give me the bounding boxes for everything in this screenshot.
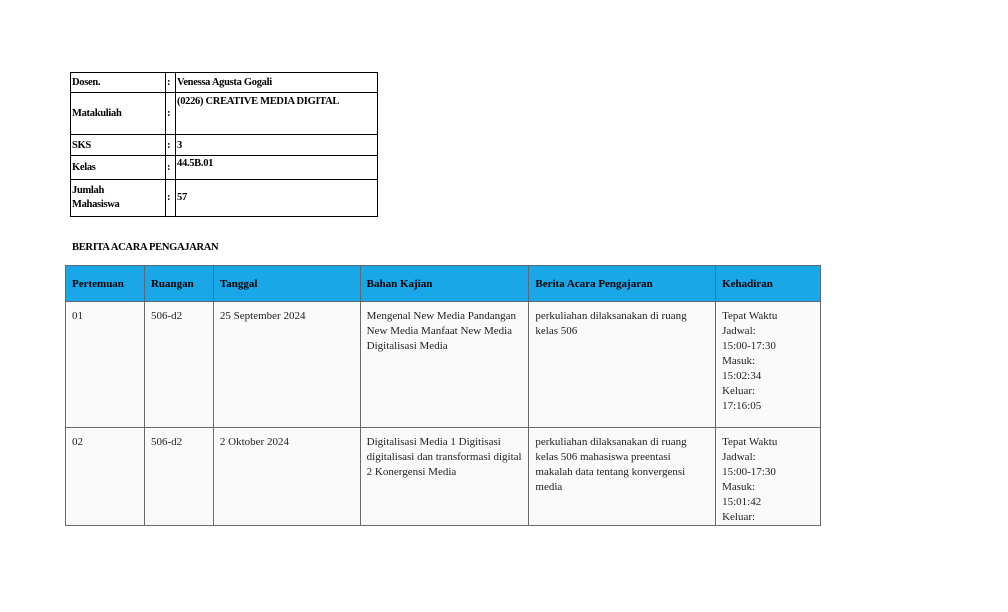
cell-bahan-kajian: Digitalisasi Media 1 Digitisasi digitalisasi dan transformasi digital 2 Konergensi Media [360,428,529,526]
sks-value: 3 [176,135,378,156]
kehadiran-masuk-value: 15:01:42 [722,496,762,508]
kehadiran-jadwal-label: Jadwal: [722,325,756,337]
separator: : [166,180,176,217]
kehadiran-masuk-label: Masuk: [722,355,756,367]
kehadiran-jadwal-value: 15:00-17:30 [722,340,776,352]
matakuliah-value: (0226) CREATIVE MEDIA DIGITAL [176,93,378,135]
kehadiran-keluar-label: Keluar: [722,511,756,523]
jumlah-label [71,180,166,217]
course-info-table [70,72,378,217]
matakuliah-label: Matakuliah [71,93,166,135]
kehadiran-masuk-label: Masuk: [722,481,756,493]
header-bahan-kajian: Bahan Kajian [360,266,529,302]
kelas-label: Kelas [71,156,166,180]
separator: : [166,73,176,93]
cell-berita-acara: perkuliahan dilaksanakan di ruang kelas 506 [529,302,716,428]
cell-ruangan: 506-d2 [144,302,213,428]
kehadiran-status: Tepat Waktu [722,436,778,448]
kehadiran-jadwal-label: Jadwal: [722,451,756,463]
info-row-matakuliah [71,93,378,135]
info-row-jumlah [71,180,378,217]
kelas-value: 44.5B.01 [176,156,378,180]
kehadiran-keluar-value: 17:16:05 [722,400,762,412]
cell-pertemuan: 01 [66,302,145,428]
jumlah-label-line1: Jumlah [72,185,105,196]
header-tanggal: Tanggal [213,266,360,302]
header-ruangan: Ruangan [144,266,213,302]
kehadiran-jadwal-value: 15:00-17:30 [722,466,776,478]
header-berita-acara: Berita Acara Pengajaran [529,266,716,302]
cell-ruangan: 506-d2 [144,428,213,526]
separator: : [166,93,176,135]
info-row-kelas [71,156,378,180]
kehadiran-masuk-value: 15:02:34 [722,370,762,382]
cell-tanggal: 2 Oktober 2024 [213,428,360,526]
section-title: BERITA ACARA PENGAJARAN [72,242,219,253]
jumlah-label-line2: Mahasiswa [72,199,120,210]
dosen-label: Dosen. [71,73,166,93]
header-kehadiran: Kehadiran [716,266,821,302]
separator: : [166,135,176,156]
cell-kehadiran [716,428,821,526]
info-row-sks [71,135,378,156]
teaching-record-table [65,265,821,526]
table-row [66,428,821,526]
cell-kehadiran [716,302,821,428]
cell-tanggal: 25 September 2024 [213,302,360,428]
kehadiran-keluar-label: Keluar: [722,385,756,397]
cell-berita-acara: perkuliahan dilaksanakan di ruang kelas 506 mahasiswa preentasi makalah data tentang konvergensi media [529,428,716,526]
cell-pertemuan: 02 [66,428,145,526]
info-row-dosen [71,73,378,93]
separator: : [166,156,176,180]
jumlah-value: 57 [176,180,378,217]
table-header-row [66,266,821,302]
table-row [66,302,821,428]
kehadiran-status: Tepat Waktu [722,310,778,322]
header-pertemuan: Pertemuan [66,266,145,302]
cell-bahan-kajian: Mengenal New Media Pandangan New Media Manfaat New Media Digitalisasi Media [360,302,529,428]
sks-label: SKS [71,135,166,156]
dosen-value: Venessa Agusta Gogali [176,73,378,93]
